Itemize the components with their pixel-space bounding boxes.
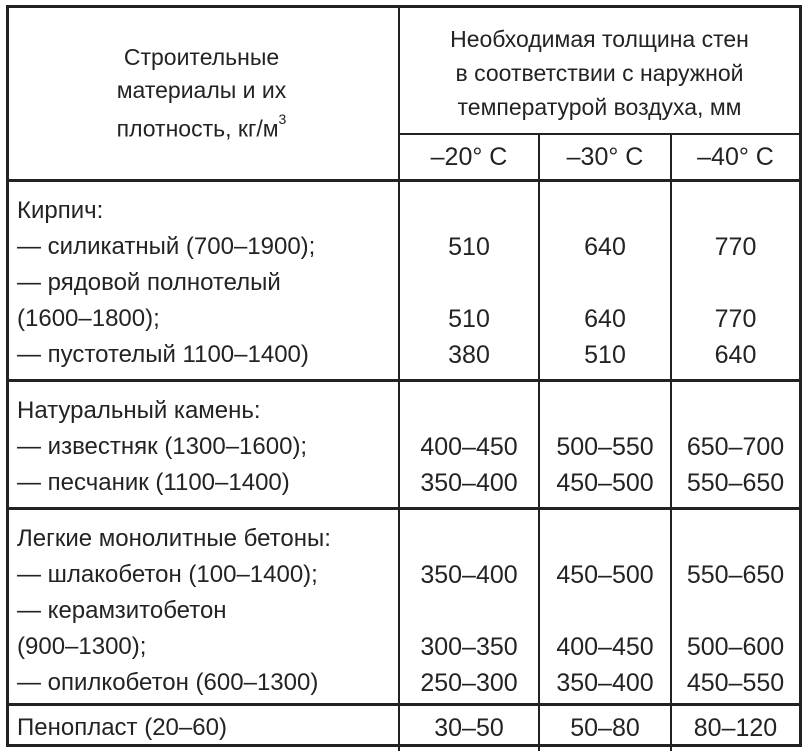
value: 250–300 — [420, 669, 518, 697]
material-line: — силикатный (700–1900); — [17, 233, 316, 260]
value-cell — [671, 509, 799, 705]
value: 510 — [448, 305, 490, 333]
materials-header-line-1: Строительные — [123, 44, 280, 71]
value — [400, 521, 538, 557]
material-line: (1600–1800); — [17, 305, 160, 332]
value — [672, 393, 799, 429]
value — [672, 521, 799, 557]
thickness-header-line-1: Необходимая толщина стен — [450, 25, 749, 52]
value: 550–650 — [686, 561, 785, 589]
value: 450–550 — [686, 669, 785, 697]
material-cell-light-concretes — [9, 509, 399, 705]
material-line: — известняк (1300–1600); — [17, 433, 308, 460]
table-row-light-concretes — [9, 509, 799, 705]
value: 770 — [714, 305, 757, 333]
table-row-foam — [9, 705, 799, 751]
value-cell: 50–80 — [539, 705, 671, 751]
value: 550–650 — [686, 469, 785, 497]
value-cell — [539, 181, 671, 381]
value: 640 — [584, 305, 626, 333]
materials-header-line-3: плотность, кг/м — [116, 115, 279, 142]
thickness-header — [399, 8, 799, 134]
temp-header-minus-20: –20° С — [399, 134, 539, 181]
material-cell-natural-stone — [9, 381, 399, 509]
value-cell — [539, 509, 671, 705]
value — [540, 521, 670, 557]
wall-thickness-table-frame — [6, 5, 802, 747]
material-cell-foam: Пенопласт (20–60) — [9, 705, 399, 751]
value — [540, 193, 670, 229]
material-line: — песчаник (1100–1400) — [17, 469, 290, 496]
value: 500–550 — [556, 433, 654, 461]
value: 380 — [448, 341, 490, 369]
material-line: Натуральный камень: — [17, 397, 261, 424]
value — [672, 593, 799, 629]
value-cell — [399, 381, 539, 509]
value — [672, 265, 799, 301]
temp-header-minus-40: –40° С — [671, 134, 799, 181]
material-line: Легкие монолитные бетоны: — [17, 525, 331, 552]
value: 650–700 — [686, 433, 785, 461]
value: 400–450 — [556, 633, 654, 661]
value — [400, 593, 538, 629]
material-line: — шлакобетон (100–1400); — [17, 561, 318, 588]
value — [540, 393, 670, 429]
value: 510 — [448, 233, 490, 261]
material-line: Кирпич: — [17, 197, 104, 224]
material-line: — рядовой полнотелый — [17, 269, 281, 296]
value-cell — [399, 181, 539, 381]
value: 400–450 — [420, 433, 518, 461]
material-line: — опилкобетон (600–1300) — [17, 669, 319, 696]
value: 350–400 — [420, 469, 518, 497]
value — [672, 193, 799, 229]
value — [400, 265, 538, 301]
material-line: — керамзитобетон — [17, 597, 227, 624]
value: 350–400 — [420, 561, 518, 589]
thickness-header-line-2: в соответствии с наружной — [455, 59, 744, 86]
value — [540, 265, 670, 301]
value — [400, 193, 538, 229]
value — [540, 593, 670, 629]
value-cell — [399, 509, 539, 705]
value: 450–500 — [556, 469, 654, 497]
thickness-header-line-3: температурой воздуха, мм — [457, 93, 742, 120]
value-cell — [671, 181, 799, 381]
value — [400, 393, 538, 429]
value: 500–600 — [686, 633, 785, 661]
value: 300–350 — [420, 633, 518, 661]
value-cell — [539, 381, 671, 509]
material-cell-brick — [9, 181, 399, 381]
temp-header-minus-30: –30° С — [539, 134, 671, 181]
table-row-natural-stone — [9, 381, 799, 509]
value: 450–500 — [556, 561, 654, 589]
cubic-superscript: 3 — [278, 111, 287, 128]
value-cell: 30–50 — [399, 705, 539, 751]
value-cell: 80–120 — [671, 705, 799, 751]
table-row-brick — [9, 181, 799, 381]
value: 640 — [584, 233, 626, 261]
materials-header — [9, 8, 399, 181]
wall-thickness-table — [9, 8, 799, 751]
value: 640 — [714, 341, 757, 369]
materials-header-line-2: материалы и их — [116, 77, 287, 104]
value: 350–400 — [556, 669, 654, 697]
material-line: — пустотелый 1100–1400) — [17, 341, 309, 368]
value: 510 — [584, 341, 626, 369]
value: 770 — [714, 233, 757, 261]
material-line: (900–1300); — [17, 633, 147, 660]
value-cell — [671, 381, 799, 509]
